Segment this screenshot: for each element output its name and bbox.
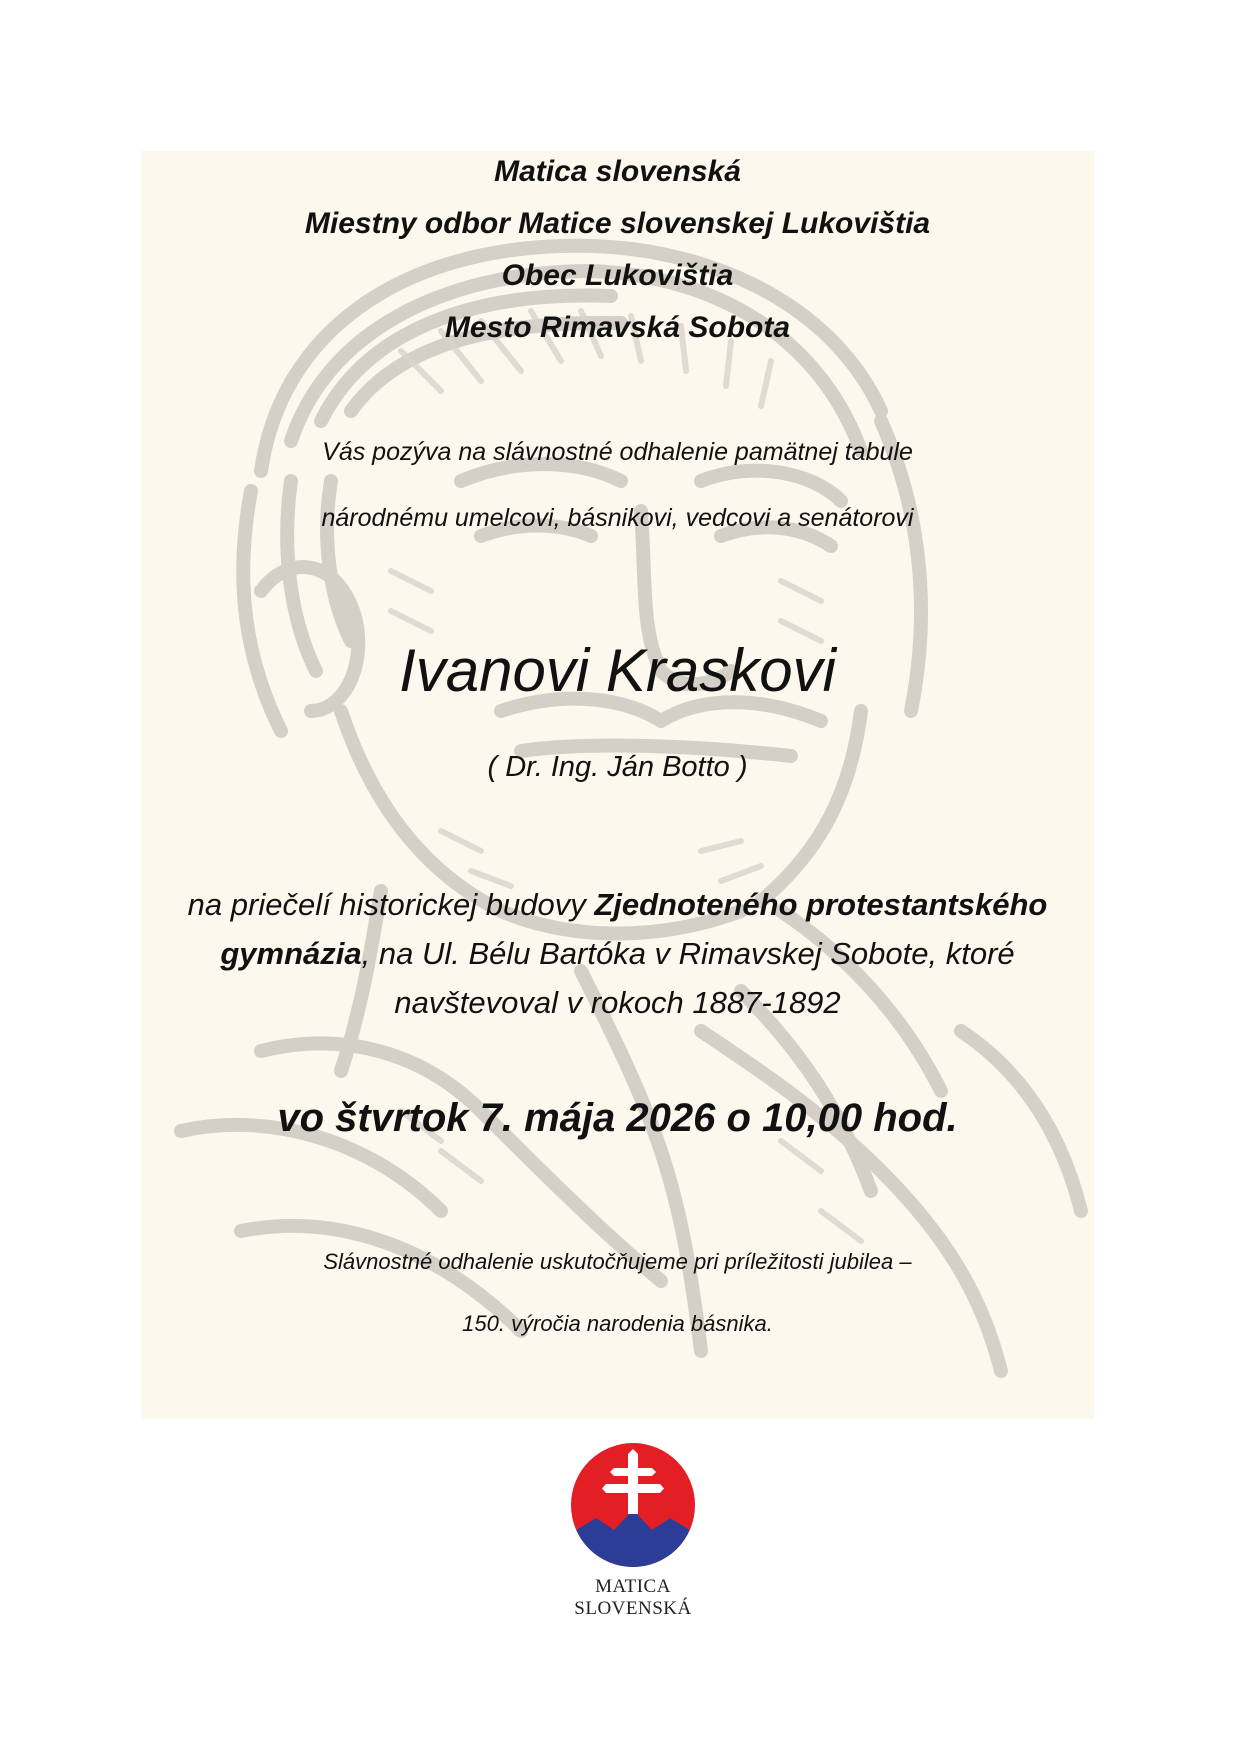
organizer-4: Mesto Rimavská Sobota <box>444 311 791 344</box>
matica-emblem-icon <box>568 1440 698 1570</box>
occasion-line-1: Slávnostné odhalenie uskutočňujeme pri príležitosti jubilea – <box>323 1249 912 1274</box>
invitation-panel <box>141 151 1094 1419</box>
organizer-3: Obec Lukovištia <box>501 259 734 292</box>
location-line-2-rest: , na Ul. Bélu Bartóka v Rimavskej Sobote, ktoré <box>361 936 1015 971</box>
occasion-line-2: 150. výročia narodenia básnika. <box>462 1311 773 1336</box>
event-datetime: vo štvrtok 7. mája 2026 o 10,00 hod. <box>277 1096 958 1140</box>
location-line-3: navštevoval v rokoch 1887-1892 <box>394 985 841 1020</box>
organizer-2: Miestny odbor Matice slovenskej Lukovištia <box>304 207 931 240</box>
honoree-name: Ivanovi Kraskovi <box>399 637 836 704</box>
logo-text-line-1: MATICA <box>595 1576 671 1597</box>
invitation-text <box>141 151 1094 1419</box>
location-line-1 <box>141 887 1094 923</box>
location-line-2 <box>141 936 1094 972</box>
matica-slovenska-logo <box>550 1440 716 1619</box>
intro-line-2: národnému umelcovi, básnikovi, vedcovi a senátorovi <box>321 504 914 532</box>
school-name-part-1: Zjednoteného protestantského <box>594 887 1048 922</box>
honoree-birth-name: ( Dr. Ing. Ján Botto ) <box>487 751 748 783</box>
school-name-part-2: gymnázia <box>220 936 362 971</box>
logo-text-line-2: SLOVENSKÁ <box>574 1598 692 1619</box>
location-line-1-prefix: na priečelí historickej budovy <box>187 887 595 922</box>
intro-line-1: Vás pozýva na slávnostné odhalenie pamätnej tabule <box>322 438 913 466</box>
organizer-1: Matica slovenská <box>494 155 741 188</box>
